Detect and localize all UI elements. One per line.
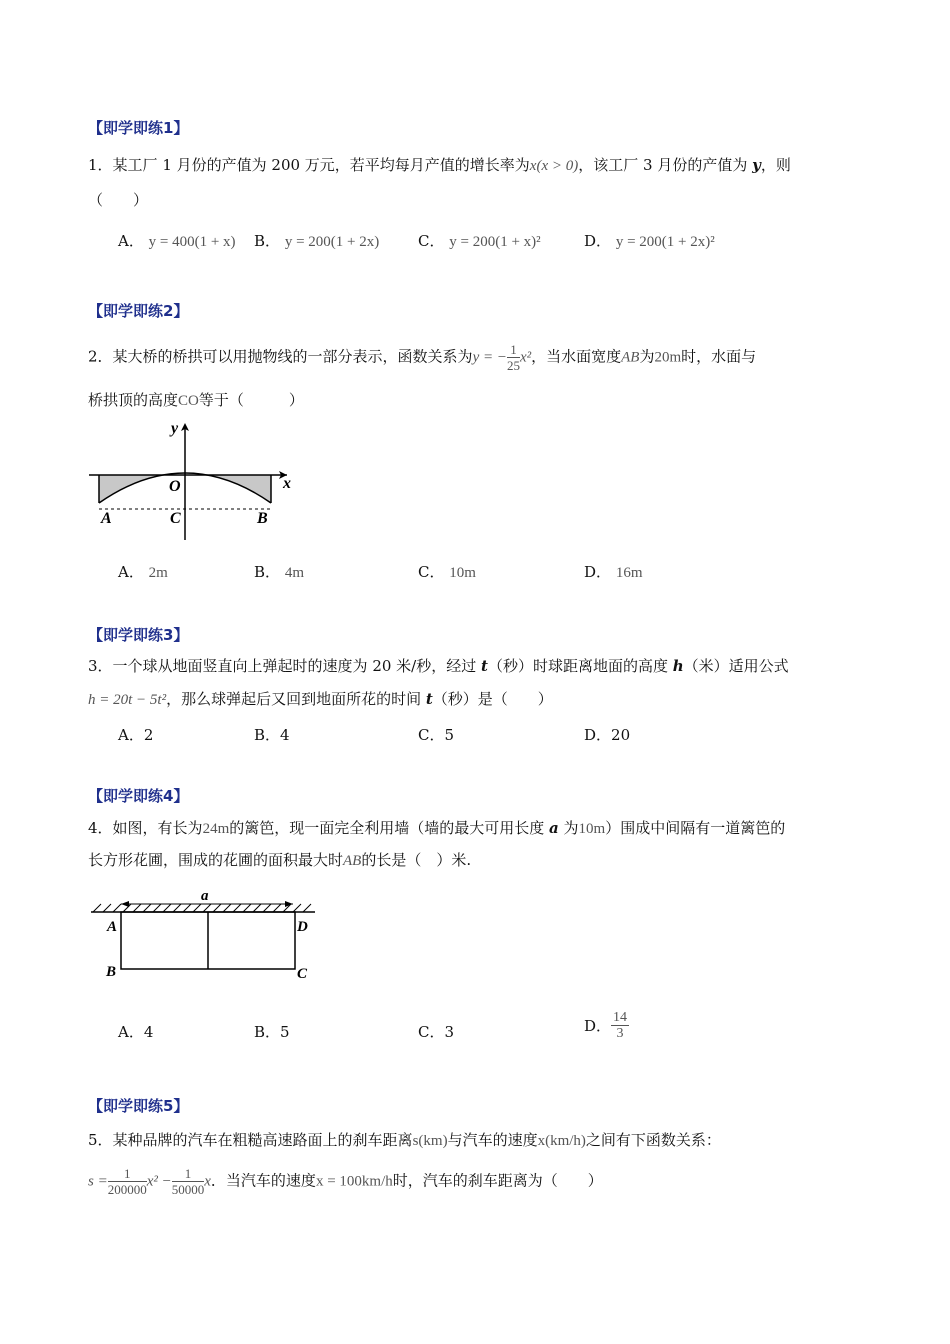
question-4-line2: 长方形花圃，围成的花圃的面积最大时AB的长是（ ）米.	[88, 851, 472, 869]
section-5-header: 【即学即练5】	[88, 1097, 189, 1115]
label-y: y	[171, 420, 179, 437]
option-4a[interactable]: A．4	[118, 1023, 154, 1041]
question-3-line2: h = 20t − 5t²，那么球弹起后又回到地面所花的时间 t（秒）是（ ）	[88, 690, 553, 708]
option-4d[interactable]: D． $\frac{14}{3}$	[584, 1010, 628, 1041]
option-3d[interactable]: D．20	[584, 726, 631, 744]
question-2-text: 2．某大桥的桥拱可以用抛物线的一部分表示，函数关系为y = − $\frac{1}{25}$ x²，当水面宽度AB为20m时，水面与	[88, 342, 757, 373]
section-2-header: 【即学即练2】	[88, 302, 189, 320]
option-2c[interactable]: C． 10m	[418, 563, 476, 581]
question-5-formula-line: s = $\frac{1}{200000}$ x² − $\frac{1}{50000}$ x．当汽车的速度x = 100km/h时，汽车的刹车距离为（ ）	[88, 1166, 603, 1197]
question-1-text: 1．某工厂 1 月份的产值为 200 万元，若平均每月产值的增长率为x(x > 0)，该工厂 3 月份的产值为 y，则	[88, 156, 791, 174]
option-4c[interactable]: C．3	[418, 1023, 455, 1041]
question-3-text: 3．一个球从地面竖直向上弹起时的速度为 20 米/秒，经过 t（秒）时球距离地面的高度 h（米）适用公式	[88, 657, 789, 675]
fence-figure	[85, 884, 320, 984]
option-1a[interactable]: A． y = 400(1 + x)	[118, 232, 236, 250]
option-2a[interactable]: A． 2m	[118, 563, 168, 581]
option-4b[interactable]: B．5	[254, 1023, 290, 1041]
fraction-1-over-25: $\frac{1}{25}$	[506, 342, 520, 373]
bridge-arch-figure	[85, 415, 310, 545]
label-o: O	[169, 478, 181, 495]
option-1c[interactable]: C． y = 200(1 + x)²	[418, 232, 541, 250]
question-4-text: 4．如图，有长为24m的篱笆，现一面完全利用墙（墙的最大可用长度 a 为10m）围成中间隔有一道篱笆的	[88, 819, 786, 837]
option-1b[interactable]: B． y = 200(1 + 2x)	[254, 232, 380, 250]
option-2d[interactable]: D． 16m	[584, 563, 643, 581]
label-A: A	[107, 919, 118, 935]
label-D: D	[297, 919, 308, 935]
option-1d[interactable]: D． y = 200(1 + 2x)²	[584, 232, 715, 250]
label-a-length: a	[201, 888, 209, 904]
question-5-text: 5．某种品牌的汽车在粗糙高速路面上的刹车距离s(km)与汽车的速度x(km/h)之间有下函数关系：	[88, 1131, 721, 1149]
label-c: C	[170, 510, 181, 527]
label-B: B	[106, 964, 117, 980]
option-3a[interactable]: A．2	[118, 726, 154, 744]
option-3b[interactable]: B．4	[254, 726, 290, 744]
option-3c[interactable]: C．5	[418, 726, 455, 744]
label-b: B	[257, 510, 268, 527]
question-1-answer-blank: （ ）	[88, 191, 149, 209]
question-2-line2: 桥拱顶的高度CO等于（ ）	[88, 391, 304, 409]
label-x: x	[283, 475, 291, 492]
section-4-header: 【即学即练4】	[88, 787, 189, 805]
option-2b[interactable]: B． 4m	[254, 563, 304, 581]
label-a: A	[101, 510, 112, 527]
label-C: C	[297, 966, 308, 982]
section-1-header: 【即学即练1】	[88, 119, 189, 137]
section-3-header: 【即学即练3】	[88, 626, 189, 644]
